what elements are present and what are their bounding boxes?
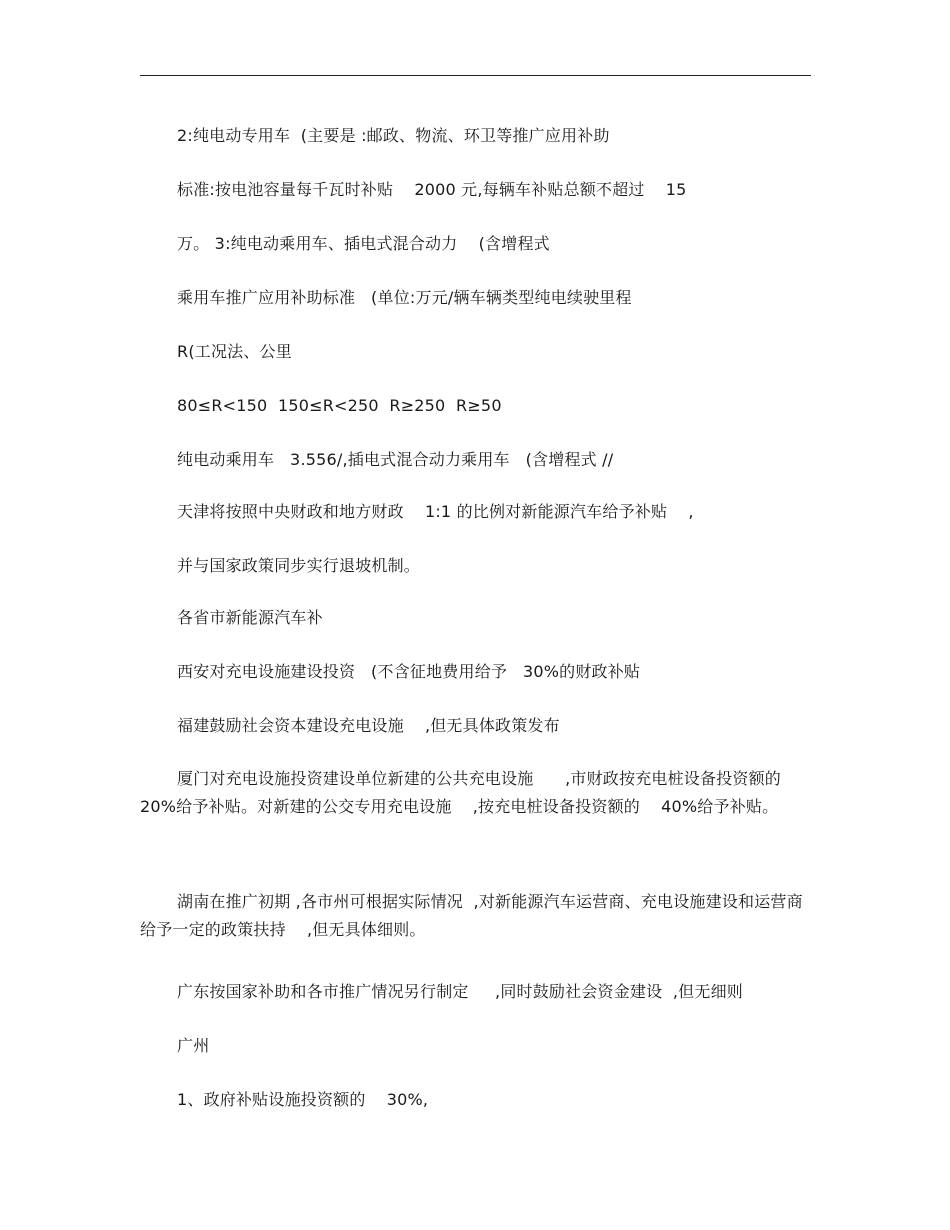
paragraph-xiamen: 厦门对充电设施投资建设单位新建的公共充电设施 ,市财政按充电桩设备投资额的 20%给予补贴。对新建的公交专用充电设施 ,按充电桩设备投资额的 40%给予补贴。	[140, 769, 787, 816]
text-line: 并与国家政策同步实行退坡机制。	[177, 556, 421, 575]
header-rule	[140, 75, 811, 76]
text-line: 纯电动乘用车 3.556/,插电式混合动力乘用车 (含增程式 //	[177, 450, 614, 469]
text-line: R(工况法、公里	[177, 342, 292, 361]
text-line: 2:纯电动专用车 (主要是 :邮政、物流、环卫等推广应用补助	[177, 126, 610, 145]
text-line: 广州	[177, 1036, 210, 1055]
text-line: 西安对充电设施建设投资 (不含征地费用给予 30%的财政补贴	[177, 662, 641, 681]
text-line: 万。 3:纯电动乘用车、插电式混合动力 (含增程式	[177, 234, 550, 253]
text-line: 标准:按电池容量每千瓦时补贴 2000 元,每辆车补贴总额不超过 15	[177, 180, 687, 199]
text-line: 福建鼓励社会资本建设充电设施 ,但无具体政策发布	[177, 716, 560, 735]
text-line: 80≤R<150 150≤R<250 R≥250 R≥50	[177, 396, 502, 415]
paragraph-hunan: 湖南在推广初期 ,各市州可根据实际情况 ,对新能源汽车运营商、充电设施建设和运营商给予一定的政策扶持 ,但无具体细则。	[140, 892, 803, 939]
text-line: 广东按国家补助和各市推广情况另行制定 ,同时鼓励社会资金建设 ,但无细则	[177, 982, 743, 1001]
text-line: 1、政府补贴设施投资额的 30%,	[177, 1090, 429, 1109]
text-line: 乘用车推广应用补助标准 (单位:万元/辆车辆类型纯电续驶里程	[177, 288, 632, 307]
text-line: 天津将按照中央财政和地方财政 1:1 的比例对新能源汽车给予补贴 ,	[177, 502, 694, 521]
text-line: 各省市新能源汽车补	[177, 608, 323, 627]
